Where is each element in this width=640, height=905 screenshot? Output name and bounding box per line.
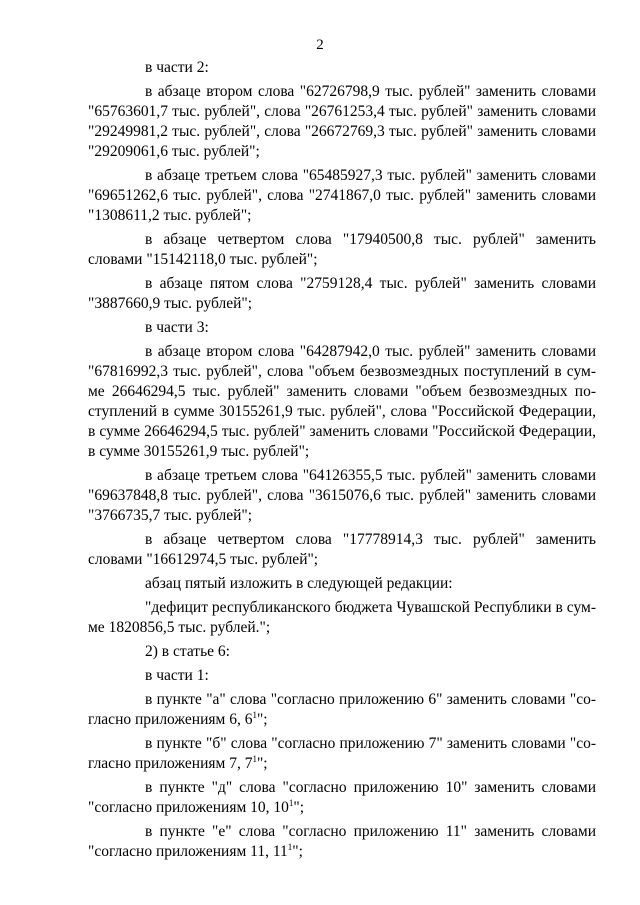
paragraph: в абзаце третьем слова "64126355,5 тыс. рублей" заменить словами "69637848,8 тыс. рублей", слова "3615076,6 тыс. рублей" заменить словами "3766735,7 тыс. рублей"; bbox=[88, 467, 596, 524]
paragraph: в абзаце третьем слова "65485927,3 тыс. рублей" заменить словами "69651262,6 тыс. рублей", слова "2741867,0 тыс. рублей" заменить словами "1308611,2 тыс. рублей"; bbox=[88, 167, 596, 224]
paragraph-text-end: "; bbox=[256, 755, 268, 772]
paragraph-item-2-heading: 2) в статье 6: bbox=[145, 643, 230, 660]
paragraph: "дефицит республиканского бюджета Чувашской Республики в сумме 1820856,5 тыс. рублей."; bbox=[88, 599, 596, 636]
paragraph-with-superscript bbox=[88, 734, 596, 774]
paragraph-part-3-heading: в части 3: bbox=[145, 319, 209, 336]
paragraph: в абзаце втором слова "62726798,9 тыс. рублей" заменить словами "65763601,7 тыс. рублей", слова "26761253,4 тыс. рублей" заменить словами "29249981,2 тыс. рублей", слова "26672769,3 тыс. рублей" заменить словами "29209061,6 тыс. рублей"; bbox=[88, 83, 596, 160]
paragraph-text: в пункте "е" слова "согласно приложению 11" заменить словами "согласно приложениям 11, 11 bbox=[88, 823, 596, 860]
paragraph-text-end: "; bbox=[256, 711, 268, 728]
paragraph-text: в пункте "б" слова "согласно приложению 7" заменить словами "согласно приложениям 7, 7 bbox=[88, 735, 596, 772]
superscript: 1 bbox=[252, 709, 257, 720]
paragraph: в абзаце втором слова "64287942,0 тыс. рублей" заменить словами "67816992,3 тыс. рублей", слова "объем безвозмездных поступлений в сумме 26646294,5 тыс. рублей" заменить словами "объем безвозмездных поступлений в сумме 30155261,9 тыс. рублей", слова "Российской Федерации, в сумме 26646294,5 тыс. рублей" заменить словами "Российской Федерации, в сумме 30155261,9 тыс. рублей"; bbox=[88, 343, 596, 460]
paragraph: в абзаце четвертом слова "17778914,3 тыс. рублей" заменить словами "16612974,5 тыс. рублей"; bbox=[88, 531, 596, 568]
superscript: 1 bbox=[252, 753, 257, 764]
paragraph-text: в пункте "а" слова "согласно приложению 6" заменить словами "согласно приложениям 6, 6 bbox=[88, 691, 596, 728]
paragraph: абзац пятый изложить в следующей редакции: bbox=[145, 575, 453, 592]
paragraph-with-superscript bbox=[88, 822, 596, 862]
paragraph: в абзаце пятом слова "2759128,4 тыс. рублей" заменить словами "3887660,9 тыс. рублей"; bbox=[88, 275, 596, 312]
paragraph-part-2-heading: в части 2: bbox=[145, 59, 209, 76]
superscript: 1 bbox=[288, 797, 294, 808]
paragraph-text-end: "; bbox=[293, 799, 305, 816]
paragraph-text-end: "; bbox=[292, 843, 303, 860]
paragraph-text: в пункте "д" слова "согласно приложению 10" заменить словами "согласно приложениям 10, 10 bbox=[88, 779, 596, 816]
paragraph: в абзаце четвертом слова "17940500,8 тыс. рублей" заменить словами "15142118,0 тыс. рублей"; bbox=[88, 231, 596, 268]
paragraph-with-superscript bbox=[88, 778, 596, 818]
paragraph-with-superscript bbox=[88, 690, 596, 730]
superscript: 1 bbox=[287, 841, 293, 852]
paragraph-part-1-heading: в части 1: bbox=[145, 667, 209, 684]
document-body bbox=[88, 58, 596, 866]
page-number: 2 bbox=[316, 37, 324, 53]
